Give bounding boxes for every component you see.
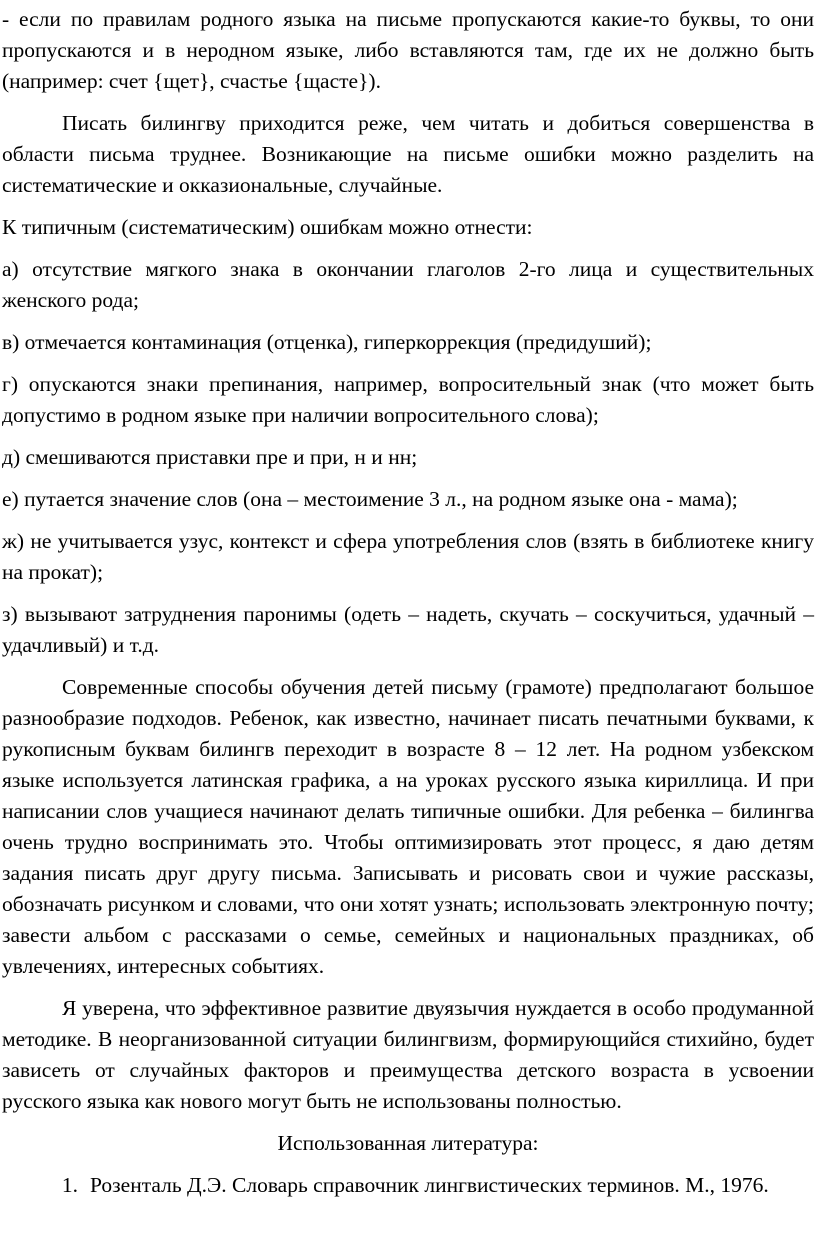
list-item-d: д) смешиваются приставки пре и при, н и нн; xyxy=(2,445,418,469)
list-item-v: в) отмечается контаминация (отценка), гиперкоррекция (предидуший); xyxy=(2,330,652,354)
paragraph-intro-rule: - если по правилам родного языка на письме пропускаются какие-то буквы, то они пропускаются и в неродном языке, либо вставляются там, где их не должно быть (например: счет {щет}, счастье {щасте}). xyxy=(2,7,814,93)
list-item-g: г) опускаются знаки препинания, например, вопросительный знак (что может быть допустимо в родном языке при наличии вопросительного слова); xyxy=(2,372,814,427)
list-item-a: а) отсутствие мягкого знака в окончании глаголов 2-го лица и существительных женского рода; xyxy=(2,257,814,312)
list-item-e: е) путается значение слов (она – местоимение 3 л., на родном языке она - мама); xyxy=(2,487,738,511)
references-heading: Использованная литература: xyxy=(277,1131,539,1155)
paragraph-conclusion: Я уверена, что эффективное развитие двуязычия нуждается в особо продуманной методике. В неорганизованной ситуации билингвизм, формирующийся стихийно, будет зависеть от случайных факторов и преимущества детского возраста в усвоении русского языка как нового могут быть не использованы полностью. xyxy=(2,996,814,1113)
reference-item xyxy=(2,1170,814,1201)
paragraph-writing-errors: Писать билингву приходится реже, чем читать и добиться совершенства в области письма труднее. Возникающие на письме ошибки можно разделить на систематические и окказиональные, случайные. xyxy=(2,111,814,197)
reference-number: 1. xyxy=(61,1173,78,1197)
references-list xyxy=(2,1170,816,1201)
reference-text: Розенталь Д.Э. Словарь справочник лингвистических терминов. М., 1976. xyxy=(90,1173,769,1197)
paragraph-typical-errors-lead: К типичным (систематическим) ошибкам можно отнести: xyxy=(2,215,533,239)
list-item-z: з) вызывают затруднения паронимы (одеть – надеть, скучать – соскучиться, удачный – удачливый) и т.д. xyxy=(2,602,814,657)
paragraph-teaching-methods: Современные способы обучения детей письму (грамоте) предполагают большое разнообразие подходов. Ребенок, как известно, начинает писать печатными буквами, к рукописным буквам билингв переходит в возрасте 8 – 12 лет. На родном узбекском языке используется латинская графика, а на уроках русского языка кириллица. И при написании слов учащиеся начинают делать типичные ошибки. Для ребенка – билингва очень трудно воспринимать это. Чтобы оптимизировать этот процесс, я даю детям задания писать друг другу письма. Записывать и рисовать свои и чужие рассказы, обозначать рисунком и словами, что они хотят узнать; использовать электронную почту; завести альбом с рассказами о семье, семейных и национальных праздниках, об увлечениях, интересных событиях. xyxy=(2,675,814,978)
list-item-zh: ж) не учитывается узус, контекст и сфера употребления слов (взять в библиотеке книгу на прокат); xyxy=(2,529,814,584)
